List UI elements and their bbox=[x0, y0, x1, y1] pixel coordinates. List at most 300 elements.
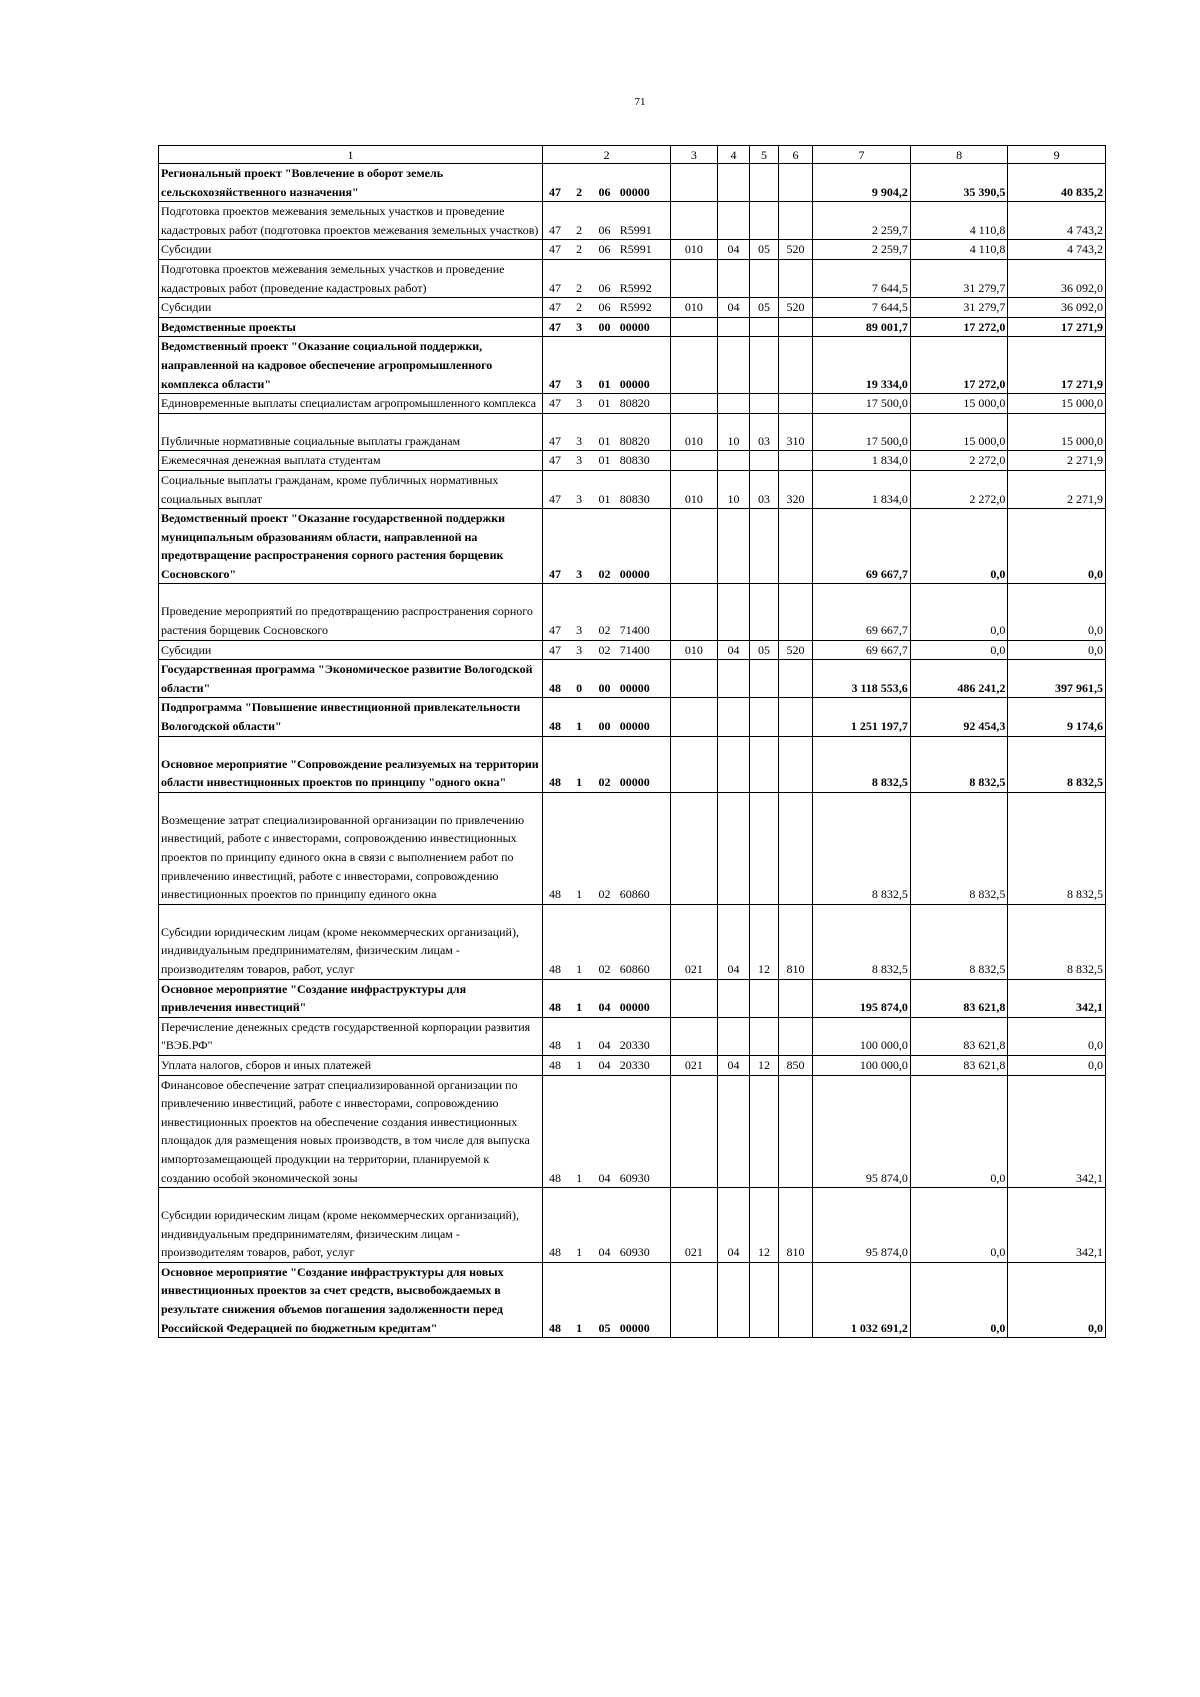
code-expense-type bbox=[778, 660, 813, 698]
code-subsection: 12 bbox=[750, 1188, 778, 1263]
table-row bbox=[159, 698, 1106, 736]
code-event: 06 bbox=[591, 202, 617, 240]
code-expense-type bbox=[778, 259, 813, 297]
code-grbs bbox=[671, 317, 718, 337]
amount-col-8: 2 272,0 bbox=[910, 451, 1008, 471]
code-event: 05 bbox=[591, 1262, 617, 1337]
row-name: Финансовое обеспечение затрат специализированной организации по привлечению инвестиций, работе с инвесторами, сопровождению инвестиционных проектов на обеспечение создания инвестиционных площадок для размещения новых производств, в том числе для выпуска импортозамещающей продукции на территории, планируемой к созданию особой экономической зоны bbox=[159, 1075, 543, 1188]
table-row bbox=[159, 202, 1106, 240]
amount-col-9: 15 000,0 bbox=[1008, 394, 1106, 414]
row-name: Возмещение затрат специализированной организации по привлечению инвестиций, работе с инвесторами, сопровождению инвестиционных проектов по принципу единого окна в связи с выполнением работ по привлечению инвестиций, работе с инвесторами, сопровождению инвестиционных проектов по принципу единого окна bbox=[159, 792, 543, 904]
code-section bbox=[717, 736, 750, 792]
amount-col-9: 0,0 bbox=[1008, 1017, 1106, 1055]
code-subprogram: 1 bbox=[567, 736, 591, 792]
code-subsection: 05 bbox=[750, 298, 778, 318]
code-program: 47 bbox=[543, 337, 567, 394]
code-subprogram: 1 bbox=[567, 1075, 591, 1188]
amount-col-7: 69 667,7 bbox=[813, 509, 911, 584]
code-program: 47 bbox=[543, 317, 567, 337]
code-direction: 80830 bbox=[618, 451, 671, 471]
amount-col-7: 2 259,7 bbox=[813, 202, 911, 240]
code-subprogram: 3 bbox=[567, 470, 591, 508]
row-name: Субсидии bbox=[159, 298, 543, 318]
amount-col-9: 2 271,9 bbox=[1008, 451, 1106, 471]
amount-col-8: 0,0 bbox=[910, 1262, 1008, 1337]
amount-col-7: 19 334,0 bbox=[813, 337, 911, 394]
code-event: 00 bbox=[591, 698, 617, 736]
code-grbs bbox=[671, 1075, 718, 1188]
code-expense-type: 810 bbox=[778, 904, 813, 979]
code-section bbox=[717, 164, 750, 202]
code-event: 06 bbox=[591, 164, 617, 202]
code-direction: 00000 bbox=[618, 979, 671, 1017]
amount-col-7: 8 832,5 bbox=[813, 736, 911, 792]
code-subsection bbox=[750, 584, 778, 640]
row-name: Уплата налогов, сборов и иных платежей bbox=[159, 1055, 543, 1075]
code-section bbox=[717, 394, 750, 414]
row-name: Основное мероприятие "Создание инфраструктуры для новых инвестиционных проектов за счет средств, высвобождаемых в результате снижения объемов погашения задолженности перед Российской Федерацией по бюджетным кредитам" bbox=[159, 1262, 543, 1337]
table-row bbox=[159, 736, 1106, 792]
code-event: 06 bbox=[591, 259, 617, 297]
code-program: 47 bbox=[543, 202, 567, 240]
code-section bbox=[717, 979, 750, 1017]
code-program: 48 bbox=[543, 1075, 567, 1188]
code-direction: 60860 bbox=[618, 904, 671, 979]
code-section: 04 bbox=[717, 1188, 750, 1263]
amount-col-9: 397 961,5 bbox=[1008, 660, 1106, 698]
code-program: 47 bbox=[543, 259, 567, 297]
header-col-7: 7 bbox=[813, 146, 911, 164]
table-row bbox=[159, 240, 1106, 260]
code-direction: 71400 bbox=[618, 584, 671, 640]
code-direction: 80830 bbox=[618, 470, 671, 508]
amount-col-8: 15 000,0 bbox=[910, 413, 1008, 451]
code-grbs bbox=[671, 202, 718, 240]
table-row bbox=[159, 413, 1106, 451]
code-grbs bbox=[671, 792, 718, 904]
budget-table bbox=[158, 145, 1106, 1338]
row-name: Публичные нормативные социальные выплаты гражданам bbox=[159, 413, 543, 451]
row-name: Ведомственный проект "Оказание социальной поддержки, направленной на кадровое обеспечение агропромышленного комплекса области" bbox=[159, 337, 543, 394]
code-event: 04 bbox=[591, 1188, 617, 1263]
table-row bbox=[159, 660, 1106, 698]
code-section bbox=[717, 317, 750, 337]
table-row bbox=[159, 451, 1106, 471]
code-section bbox=[717, 1075, 750, 1188]
code-grbs: 021 bbox=[671, 1055, 718, 1075]
code-direction: 60930 bbox=[618, 1075, 671, 1188]
header-col-6: 6 bbox=[778, 146, 813, 164]
code-grbs bbox=[671, 698, 718, 736]
header-col-5: 5 bbox=[750, 146, 778, 164]
code-direction: R5992 bbox=[618, 298, 671, 318]
code-subprogram: 3 bbox=[567, 394, 591, 414]
code-expense-type: 810 bbox=[778, 1188, 813, 1263]
code-event: 02 bbox=[591, 792, 617, 904]
code-grbs: 021 bbox=[671, 1188, 718, 1263]
code-section bbox=[717, 337, 750, 394]
code-subsection bbox=[750, 1017, 778, 1055]
amount-col-9: 8 832,5 bbox=[1008, 792, 1106, 904]
code-subsection bbox=[750, 979, 778, 1017]
amount-col-9: 0,0 bbox=[1008, 640, 1106, 660]
code-direction: 00000 bbox=[618, 660, 671, 698]
row-name: Перечисление денежных средств государственной корпорации развития "ВЭБ.РФ" bbox=[159, 1017, 543, 1055]
code-event: 02 bbox=[591, 640, 617, 660]
code-expense-type bbox=[778, 451, 813, 471]
code-section bbox=[717, 509, 750, 584]
code-expense-type bbox=[778, 202, 813, 240]
code-direction: 00000 bbox=[618, 509, 671, 584]
amount-col-7: 69 667,7 bbox=[813, 640, 911, 660]
table-row bbox=[159, 509, 1106, 584]
row-name: Единовременные выплаты специалистам агропромышленного комплекса bbox=[159, 394, 543, 414]
header-col-4: 4 bbox=[717, 146, 750, 164]
code-section: 10 bbox=[717, 470, 750, 508]
table-row bbox=[159, 298, 1106, 318]
code-subprogram: 1 bbox=[567, 698, 591, 736]
table-row bbox=[159, 1262, 1106, 1337]
code-section bbox=[717, 584, 750, 640]
code-subprogram: 1 bbox=[567, 1188, 591, 1263]
amount-col-7: 100 000,0 bbox=[813, 1055, 911, 1075]
code-event: 01 bbox=[591, 470, 617, 508]
code-subsection: 03 bbox=[750, 470, 778, 508]
code-direction: 00000 bbox=[618, 736, 671, 792]
table-row bbox=[159, 584, 1106, 640]
amount-col-7: 1 834,0 bbox=[813, 470, 911, 508]
code-section bbox=[717, 1262, 750, 1337]
code-event: 00 bbox=[591, 317, 617, 337]
amount-col-9: 342,1 bbox=[1008, 979, 1106, 1017]
row-name: Основное мероприятие "Сопровождение реализуемых на территории области инвестиционных проектов по принципу "одного окна" bbox=[159, 736, 543, 792]
header-col-9: 9 bbox=[1008, 146, 1106, 164]
code-section bbox=[717, 259, 750, 297]
code-subprogram: 1 bbox=[567, 904, 591, 979]
code-expense-type: 520 bbox=[778, 298, 813, 318]
amount-col-8: 2 272,0 bbox=[910, 470, 1008, 508]
code-subprogram: 3 bbox=[567, 640, 591, 660]
code-program: 48 bbox=[543, 698, 567, 736]
amount-col-7: 1 834,0 bbox=[813, 451, 911, 471]
code-direction: R5992 bbox=[618, 259, 671, 297]
amount-col-8: 8 832,5 bbox=[910, 904, 1008, 979]
code-section bbox=[717, 1017, 750, 1055]
code-program: 47 bbox=[543, 164, 567, 202]
code-direction: 00000 bbox=[618, 317, 671, 337]
row-name: Ведомственные проекты bbox=[159, 317, 543, 337]
row-name: Региональный проект "Вовлечение в оборот земель сельскохозяйственного назначения" bbox=[159, 164, 543, 202]
code-subsection bbox=[750, 509, 778, 584]
code-grbs: 010 bbox=[671, 640, 718, 660]
table-row bbox=[159, 394, 1106, 414]
table-header bbox=[159, 146, 1106, 164]
amount-col-7: 8 832,5 bbox=[813, 904, 911, 979]
amount-col-7: 195 874,0 bbox=[813, 979, 911, 1017]
amount-col-7: 3 118 553,6 bbox=[813, 660, 911, 698]
amount-col-9: 15 000,0 bbox=[1008, 413, 1106, 451]
code-subsection bbox=[750, 317, 778, 337]
amount-col-8: 35 390,5 bbox=[910, 164, 1008, 202]
code-subprogram: 1 bbox=[567, 792, 591, 904]
amount-col-9: 9 174,6 bbox=[1008, 698, 1106, 736]
row-name: Подготовка проектов межевания земельных участков и проведение кадастровых работ (подготовка проектов межевания земельных участков) bbox=[159, 202, 543, 240]
code-program: 48 bbox=[543, 736, 567, 792]
amount-col-9: 342,1 bbox=[1008, 1075, 1106, 1188]
code-grbs bbox=[671, 736, 718, 792]
amount-col-7: 8 832,5 bbox=[813, 792, 911, 904]
amount-col-7: 1 251 197,7 bbox=[813, 698, 911, 736]
table-row bbox=[159, 792, 1106, 904]
code-subsection: 05 bbox=[750, 240, 778, 260]
code-program: 48 bbox=[543, 979, 567, 1017]
code-event: 04 bbox=[591, 1055, 617, 1075]
code-event: 01 bbox=[591, 394, 617, 414]
amount-col-8: 0,0 bbox=[910, 1188, 1008, 1263]
amount-col-7: 89 001,7 bbox=[813, 317, 911, 337]
code-event: 06 bbox=[591, 298, 617, 318]
amount-col-9: 0,0 bbox=[1008, 509, 1106, 584]
code-subsection bbox=[750, 1075, 778, 1188]
code-section: 04 bbox=[717, 298, 750, 318]
code-expense-type bbox=[778, 1262, 813, 1337]
code-subsection: 12 bbox=[750, 904, 778, 979]
table-row bbox=[159, 337, 1106, 394]
code-subsection bbox=[750, 259, 778, 297]
code-program: 48 bbox=[543, 1188, 567, 1263]
code-grbs bbox=[671, 337, 718, 394]
code-grbs bbox=[671, 1017, 718, 1055]
code-program: 48 bbox=[543, 1017, 567, 1055]
code-grbs bbox=[671, 451, 718, 471]
code-grbs: 010 bbox=[671, 298, 718, 318]
code-direction: 60930 bbox=[618, 1188, 671, 1263]
code-direction: 20330 bbox=[618, 1017, 671, 1055]
code-section: 04 bbox=[717, 240, 750, 260]
amount-col-9: 342,1 bbox=[1008, 1188, 1106, 1263]
code-subprogram: 2 bbox=[567, 259, 591, 297]
code-expense-type: 850 bbox=[778, 1055, 813, 1075]
code-program: 47 bbox=[543, 451, 567, 471]
code-grbs: 010 bbox=[671, 240, 718, 260]
code-section bbox=[717, 792, 750, 904]
amount-col-7: 95 874,0 bbox=[813, 1075, 911, 1188]
code-expense-type bbox=[778, 1075, 813, 1188]
code-expense-type bbox=[778, 792, 813, 904]
amount-col-8: 31 279,7 bbox=[910, 298, 1008, 318]
row-name: Основное мероприятие "Создание инфраструктуры для привлечения инвестиций" bbox=[159, 979, 543, 1017]
amount-col-9: 17 271,9 bbox=[1008, 337, 1106, 394]
code-direction: 60860 bbox=[618, 792, 671, 904]
code-section bbox=[717, 660, 750, 698]
code-expense-type bbox=[778, 337, 813, 394]
code-grbs bbox=[671, 259, 718, 297]
code-program: 47 bbox=[543, 470, 567, 508]
code-subsection bbox=[750, 451, 778, 471]
amount-col-8: 0,0 bbox=[910, 509, 1008, 584]
code-subprogram: 1 bbox=[567, 979, 591, 1017]
code-expense-type bbox=[778, 584, 813, 640]
code-direction: 00000 bbox=[618, 698, 671, 736]
code-program: 47 bbox=[543, 413, 567, 451]
code-grbs bbox=[671, 394, 718, 414]
header-col-2: 2 bbox=[543, 146, 671, 164]
code-subprogram: 2 bbox=[567, 240, 591, 260]
code-subprogram: 2 bbox=[567, 298, 591, 318]
code-grbs: 010 bbox=[671, 413, 718, 451]
code-subprogram: 3 bbox=[567, 584, 591, 640]
amount-col-7: 69 667,7 bbox=[813, 584, 911, 640]
code-event: 02 bbox=[591, 509, 617, 584]
code-subsection: 05 bbox=[750, 640, 778, 660]
code-grbs bbox=[671, 164, 718, 202]
amount-col-7: 17 500,0 bbox=[813, 394, 911, 414]
row-name: Проведение мероприятий по предотвращению распространения сорного растения борщевик Сосновского bbox=[159, 584, 543, 640]
code-subprogram: 1 bbox=[567, 1017, 591, 1055]
code-subsection: 12 bbox=[750, 1055, 778, 1075]
amount-col-7: 17 500,0 bbox=[813, 413, 911, 451]
code-grbs: 010 bbox=[671, 470, 718, 508]
code-direction: 00000 bbox=[618, 337, 671, 394]
code-expense-type bbox=[778, 317, 813, 337]
row-name: Государственная программа "Экономическое развитие Вологодской области" bbox=[159, 660, 543, 698]
code-subprogram: 3 bbox=[567, 413, 591, 451]
code-expense-type bbox=[778, 979, 813, 1017]
row-name: Социальные выплаты гражданам, кроме публичных нормативных социальных выплат bbox=[159, 470, 543, 508]
code-event: 00 bbox=[591, 660, 617, 698]
amount-col-8: 8 832,5 bbox=[910, 792, 1008, 904]
amount-col-8: 17 272,0 bbox=[910, 337, 1008, 394]
code-subsection bbox=[750, 660, 778, 698]
amount-col-8: 8 832,5 bbox=[910, 736, 1008, 792]
amount-col-8: 4 110,8 bbox=[910, 240, 1008, 260]
code-subsection bbox=[750, 792, 778, 904]
code-expense-type bbox=[778, 509, 813, 584]
code-subprogram: 3 bbox=[567, 337, 591, 394]
code-subprogram: 3 bbox=[567, 509, 591, 584]
amount-col-9: 40 835,2 bbox=[1008, 164, 1106, 202]
code-subsection bbox=[750, 698, 778, 736]
amount-col-9: 4 743,2 bbox=[1008, 202, 1106, 240]
code-program: 47 bbox=[543, 509, 567, 584]
code-program: 47 bbox=[543, 640, 567, 660]
table-row bbox=[159, 164, 1106, 202]
code-event: 06 bbox=[591, 240, 617, 260]
table-row bbox=[159, 470, 1106, 508]
code-section: 04 bbox=[717, 640, 750, 660]
code-section: 04 bbox=[717, 1055, 750, 1075]
code-subprogram: 2 bbox=[567, 202, 591, 240]
code-event: 04 bbox=[591, 1075, 617, 1188]
page-number: 71 bbox=[634, 96, 646, 108]
code-expense-type: 320 bbox=[778, 470, 813, 508]
amount-col-7: 2 259,7 bbox=[813, 240, 911, 260]
row-name: Субсидии юридическим лицам (кроме некоммерческих организаций), индивидуальным предпринимателям, физическим лицам - производителям товаров, работ, услуг bbox=[159, 904, 543, 979]
code-direction: 00000 bbox=[618, 1262, 671, 1337]
code-program: 48 bbox=[543, 660, 567, 698]
amount-col-7: 9 904,2 bbox=[813, 164, 911, 202]
table-row bbox=[159, 1055, 1106, 1075]
row-name: Субсидии bbox=[159, 640, 543, 660]
code-program: 47 bbox=[543, 394, 567, 414]
row-name: Ведомственный проект "Оказание государственной поддержки муниципальным образованиям области, направленной на предотвращение распространения сорного растения борщевик Сосновского" bbox=[159, 509, 543, 584]
code-expense-type: 520 bbox=[778, 640, 813, 660]
row-name: Субсидии bbox=[159, 240, 543, 260]
amount-col-9: 0,0 bbox=[1008, 1055, 1106, 1075]
amount-col-8: 83 621,8 bbox=[910, 1017, 1008, 1055]
code-event: 04 bbox=[591, 1017, 617, 1055]
amount-col-8: 83 621,8 bbox=[910, 1055, 1008, 1075]
code-program: 47 bbox=[543, 298, 567, 318]
code-expense-type bbox=[778, 164, 813, 202]
row-name: Подпрограмма "Повышение инвестиционной привлекательности Вологодской области" bbox=[159, 698, 543, 736]
code-grbs bbox=[671, 660, 718, 698]
amount-col-8: 17 272,0 bbox=[910, 317, 1008, 337]
code-section: 04 bbox=[717, 904, 750, 979]
code-subsection bbox=[750, 337, 778, 394]
code-expense-type bbox=[778, 394, 813, 414]
code-grbs bbox=[671, 979, 718, 1017]
amount-col-7: 100 000,0 bbox=[813, 1017, 911, 1055]
amount-col-9: 0,0 bbox=[1008, 584, 1106, 640]
code-event: 01 bbox=[591, 451, 617, 471]
amount-col-8: 83 621,8 bbox=[910, 979, 1008, 1017]
table-row bbox=[159, 979, 1106, 1017]
code-section bbox=[717, 202, 750, 240]
code-subsection bbox=[750, 394, 778, 414]
code-event: 04 bbox=[591, 979, 617, 1017]
code-event: 01 bbox=[591, 413, 617, 451]
amount-col-9: 4 743,2 bbox=[1008, 240, 1106, 260]
table-row bbox=[159, 317, 1106, 337]
code-subsection bbox=[750, 1262, 778, 1337]
amount-col-8: 0,0 bbox=[910, 1075, 1008, 1188]
code-event: 02 bbox=[591, 736, 617, 792]
amount-col-9: 2 271,9 bbox=[1008, 470, 1106, 508]
code-direction: 71400 bbox=[618, 640, 671, 660]
amount-col-8: 31 279,7 bbox=[910, 259, 1008, 297]
code-expense-type bbox=[778, 698, 813, 736]
amount-col-9: 8 832,5 bbox=[1008, 904, 1106, 979]
code-grbs bbox=[671, 509, 718, 584]
code-direction: 00000 bbox=[618, 164, 671, 202]
table-row bbox=[159, 1075, 1106, 1188]
header-col-3: 3 bbox=[671, 146, 718, 164]
amount-col-7: 95 874,0 bbox=[813, 1188, 911, 1263]
table-row bbox=[159, 1188, 1106, 1263]
code-event: 02 bbox=[591, 904, 617, 979]
code-subsection bbox=[750, 736, 778, 792]
code-grbs bbox=[671, 584, 718, 640]
code-subprogram: 2 bbox=[567, 164, 591, 202]
code-section bbox=[717, 698, 750, 736]
code-event: 02 bbox=[591, 584, 617, 640]
table-row bbox=[159, 904, 1106, 979]
amount-col-9: 36 092,0 bbox=[1008, 298, 1106, 318]
code-grbs bbox=[671, 1262, 718, 1337]
amount-col-9: 8 832,5 bbox=[1008, 736, 1106, 792]
amount-col-8: 15 000,0 bbox=[910, 394, 1008, 414]
code-grbs: 021 bbox=[671, 904, 718, 979]
amount-col-8: 0,0 bbox=[910, 584, 1008, 640]
amount-col-8: 486 241,2 bbox=[910, 660, 1008, 698]
amount-col-7: 7 644,5 bbox=[813, 259, 911, 297]
code-expense-type: 520 bbox=[778, 240, 813, 260]
code-subprogram: 1 bbox=[567, 1262, 591, 1337]
table-row bbox=[159, 1017, 1106, 1055]
code-subprogram: 1 bbox=[567, 1055, 591, 1075]
code-subsection bbox=[750, 202, 778, 240]
